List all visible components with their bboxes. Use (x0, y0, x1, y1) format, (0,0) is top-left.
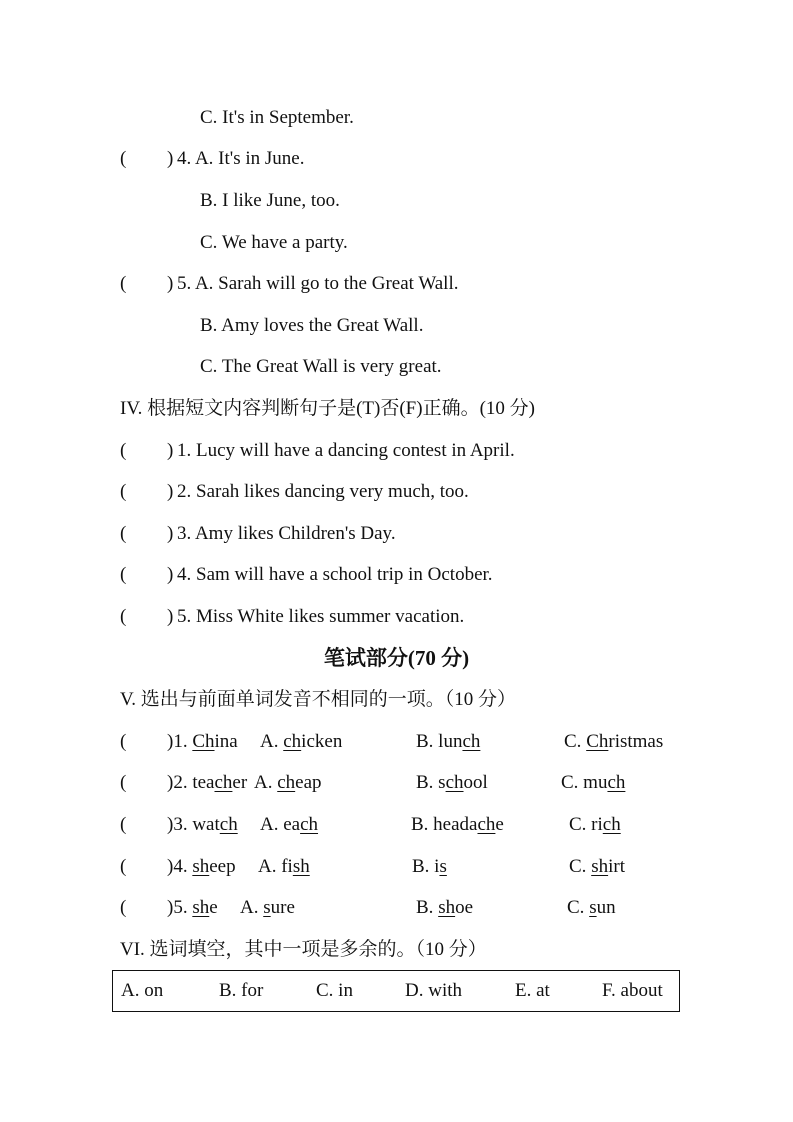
word-bank-option: F. about (602, 980, 663, 1001)
answer-paren-close: ) (167, 481, 174, 502)
q4-option-b: B. I like June, too. (200, 190, 340, 211)
answer-blank[interactable]: ( (120, 731, 127, 752)
answer-paren-close: ) (167, 606, 174, 627)
q5-option-a: 5. A. Sarah will go to the Great Wall. (177, 273, 459, 294)
statement-text: 3. Amy likes Children's Day. (177, 523, 396, 544)
headword: )1. China (167, 731, 238, 752)
option-c: C. sun (567, 897, 616, 918)
q5-option-c: C. The Great Wall is very great. (200, 356, 442, 377)
headword: )5. she (167, 897, 218, 918)
word-bank-option: E. at (515, 980, 550, 1001)
q4-option-c: C. We have a party. (200, 232, 348, 253)
answer-blank[interactable]: ( (120, 856, 127, 877)
answer-blank[interactable]: ( (120, 564, 127, 585)
option-c: C. shirt (569, 856, 625, 877)
answer-paren-close: ) (167, 148, 174, 169)
option-a: A. cheap (254, 772, 322, 793)
word-bank-option: D. with (405, 980, 462, 1001)
headword: )4. sheep (167, 856, 236, 877)
statement-text: 1. Lucy will have a dancing contest in April. (177, 440, 515, 461)
q3-option-c: C. It's in September. (200, 107, 354, 128)
q5-option-b: B. Amy loves the Great Wall. (200, 315, 424, 336)
option-a: A. each (260, 814, 319, 835)
answer-paren-close: ) (167, 440, 174, 461)
answer-paren-close: ) (167, 564, 174, 585)
part6-heading: VI. 选词填空，其中一项是多余的。（10 分） (120, 939, 487, 960)
headword: )3. watch (167, 814, 238, 835)
option-c: C. rich (569, 814, 621, 835)
answer-blank[interactable]: ( (120, 772, 127, 793)
answer-paren-open[interactable]: ( (120, 273, 127, 294)
word-bank-option: B. for (219, 980, 264, 1001)
option-b: B. school (416, 772, 488, 793)
answer-paren-close: ) (167, 273, 174, 294)
option-b: B. lunch (416, 731, 481, 752)
word-bank-option: A. on (121, 980, 164, 1001)
word-bank-box (112, 970, 680, 1012)
answer-blank[interactable]: ( (120, 814, 127, 835)
q4-option-a: 4. A. It's in June. (177, 148, 305, 169)
answer-blank[interactable]: ( (120, 523, 127, 544)
part5-heading: V. 选出与前面单词发音不相同的一项。（10 分） (120, 689, 517, 710)
written-section-title: 笔试部分(70 分) (323, 646, 470, 670)
answer-blank[interactable]: ( (120, 481, 127, 502)
answer-paren-close: ) (167, 523, 174, 544)
word-bank-option: C. in (316, 980, 353, 1001)
option-a: A. fish (258, 856, 310, 877)
answer-blank[interactable]: ( (120, 606, 127, 627)
statement-text: 5. Miss White likes summer vacation. (177, 606, 465, 627)
option-b: B. headache (411, 814, 504, 835)
answer-blank[interactable]: ( (120, 440, 127, 461)
answer-paren-open[interactable]: ( (120, 148, 127, 169)
option-c: C. much (561, 772, 626, 793)
option-c: C. Christmas (564, 731, 664, 752)
option-b: B. is (412, 856, 447, 877)
part4-heading: IV. 根据短文内容判断句子是(T)否(F)正确。(10 分) (120, 398, 535, 419)
option-a: A. chicken (260, 731, 343, 752)
option-b: B. shoe (416, 897, 474, 918)
option-a: A. sure (240, 897, 295, 918)
answer-blank[interactable]: ( (120, 897, 127, 918)
headword: )2. teacher (167, 772, 248, 793)
statement-text: 2. Sarah likes dancing very much, too. (177, 481, 469, 502)
statement-text: 4. Sam will have a school trip in October. (177, 564, 493, 585)
